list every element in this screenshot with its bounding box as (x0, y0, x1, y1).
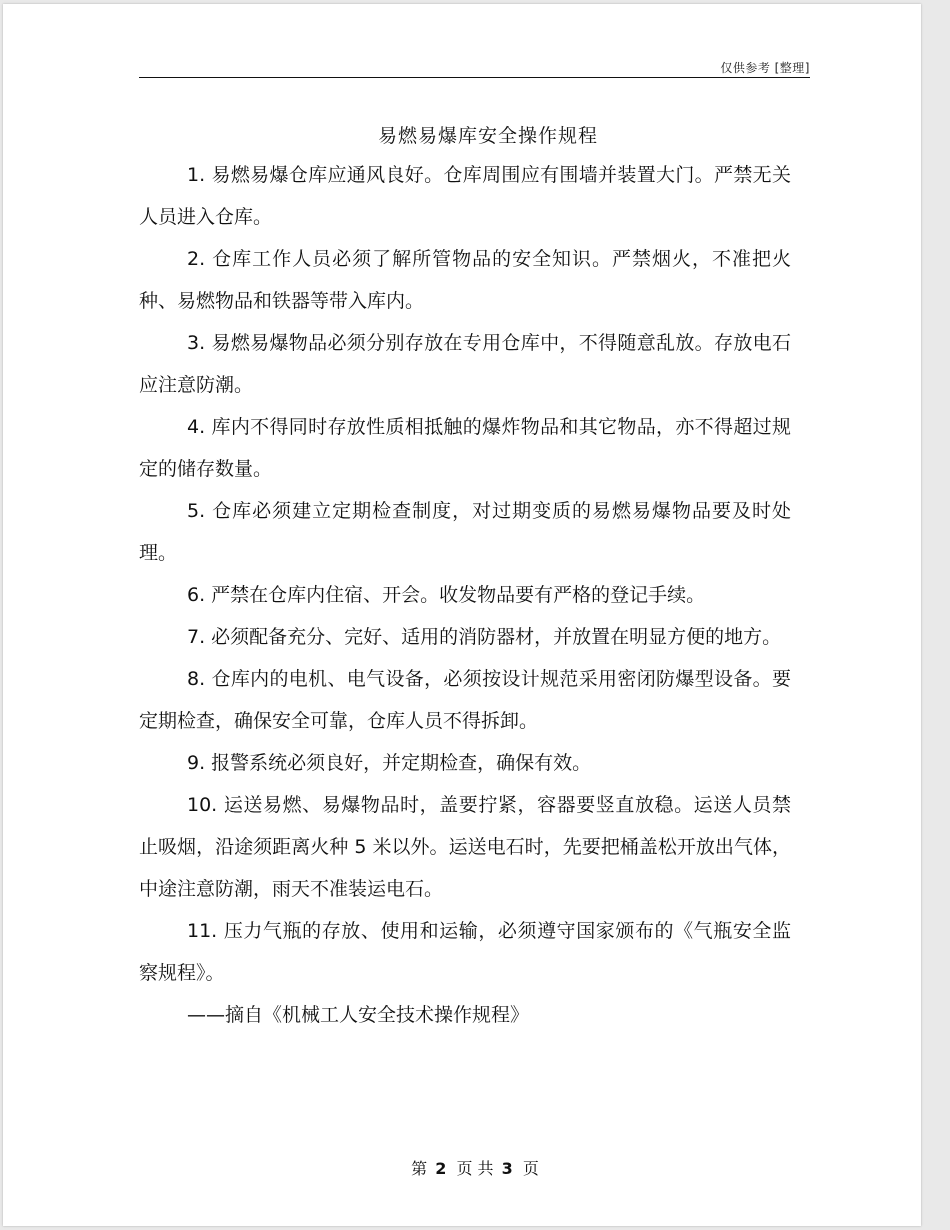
rule-paragraph-9: 9. 报警系统必须良好，并定期检查，确保有效。 (187, 752, 592, 774)
page-suffix: 页 (522, 1159, 539, 1178)
page-mid: 页 共 (456, 1159, 494, 1178)
rule-paragraph-1: 1. 易燃易爆仓库应通风良好。仓库周围应有围墙并装置大门。严禁无关人员进入仓库。 (139, 164, 791, 228)
rule-paragraph-3: 3. 易燃易爆物品必须分别存放在专用仓库中，不得随意乱放。存放电石应注意防潮。 (139, 332, 791, 396)
page-footer (3, 1156, 947, 1179)
rule-paragraph-4: 4. 库内不得同时存放性质相抵触的爆炸物品和其它物品，亦不得超过规定的储存数量。 (139, 416, 791, 480)
rule-paragraph-11: 11. 压力气瓶的存放、使用和运输，必须遵守国家颁布的《气瓶安全监察规程》。 (139, 920, 791, 984)
header-note: 仅供参考 [整理] (720, 61, 810, 75)
rule-paragraph-2: 2. 仓库工作人员必须了解所管物品的安全知识。严禁烟火，不准把火种、易燃物品和铁器等带入库内。 (139, 248, 791, 312)
rule-paragraph-5: 5. 仓库必须建立定期检查制度，对过期变质的易燃易爆物品要及时处理。 (139, 500, 791, 564)
source-citation: ——摘自《机械工人安全技术操作规程》 (187, 1004, 530, 1026)
document-title: 易燃易爆库安全操作规程 (377, 125, 598, 147)
page-total: 3 (501, 1159, 513, 1178)
header-divider (139, 77, 810, 78)
document-page (3, 4, 921, 1226)
page-current: 2 (435, 1159, 447, 1178)
rule-paragraph-8: 8. 仓库内的电机、电气设备，必须按设计规范采用密闭防爆型设备。要定期检查，确保安全可靠，仓库人员不得拆卸。 (139, 668, 791, 732)
document-body (139, 154, 791, 1036)
rule-paragraph-7: 7. 必须配备充分、完好、适用的消防器材，并放置在明显方便的地方。 (187, 626, 782, 648)
rule-paragraph-10: 10. 运送易燃、易爆物品时，盖要拧紧，容器要竖直放稳。运送人员禁止吸烟，沿途须距离火种 5 米以外。运送电石时，先要把桶盖松开放出气体，中途注意防潮，雨天不准装运电石。 (139, 794, 791, 900)
page-prefix: 第 (411, 1159, 428, 1178)
rule-paragraph-6: 6. 严禁在仓库内住宿、开会。收发物品要有严格的登记手续。 (187, 584, 706, 606)
